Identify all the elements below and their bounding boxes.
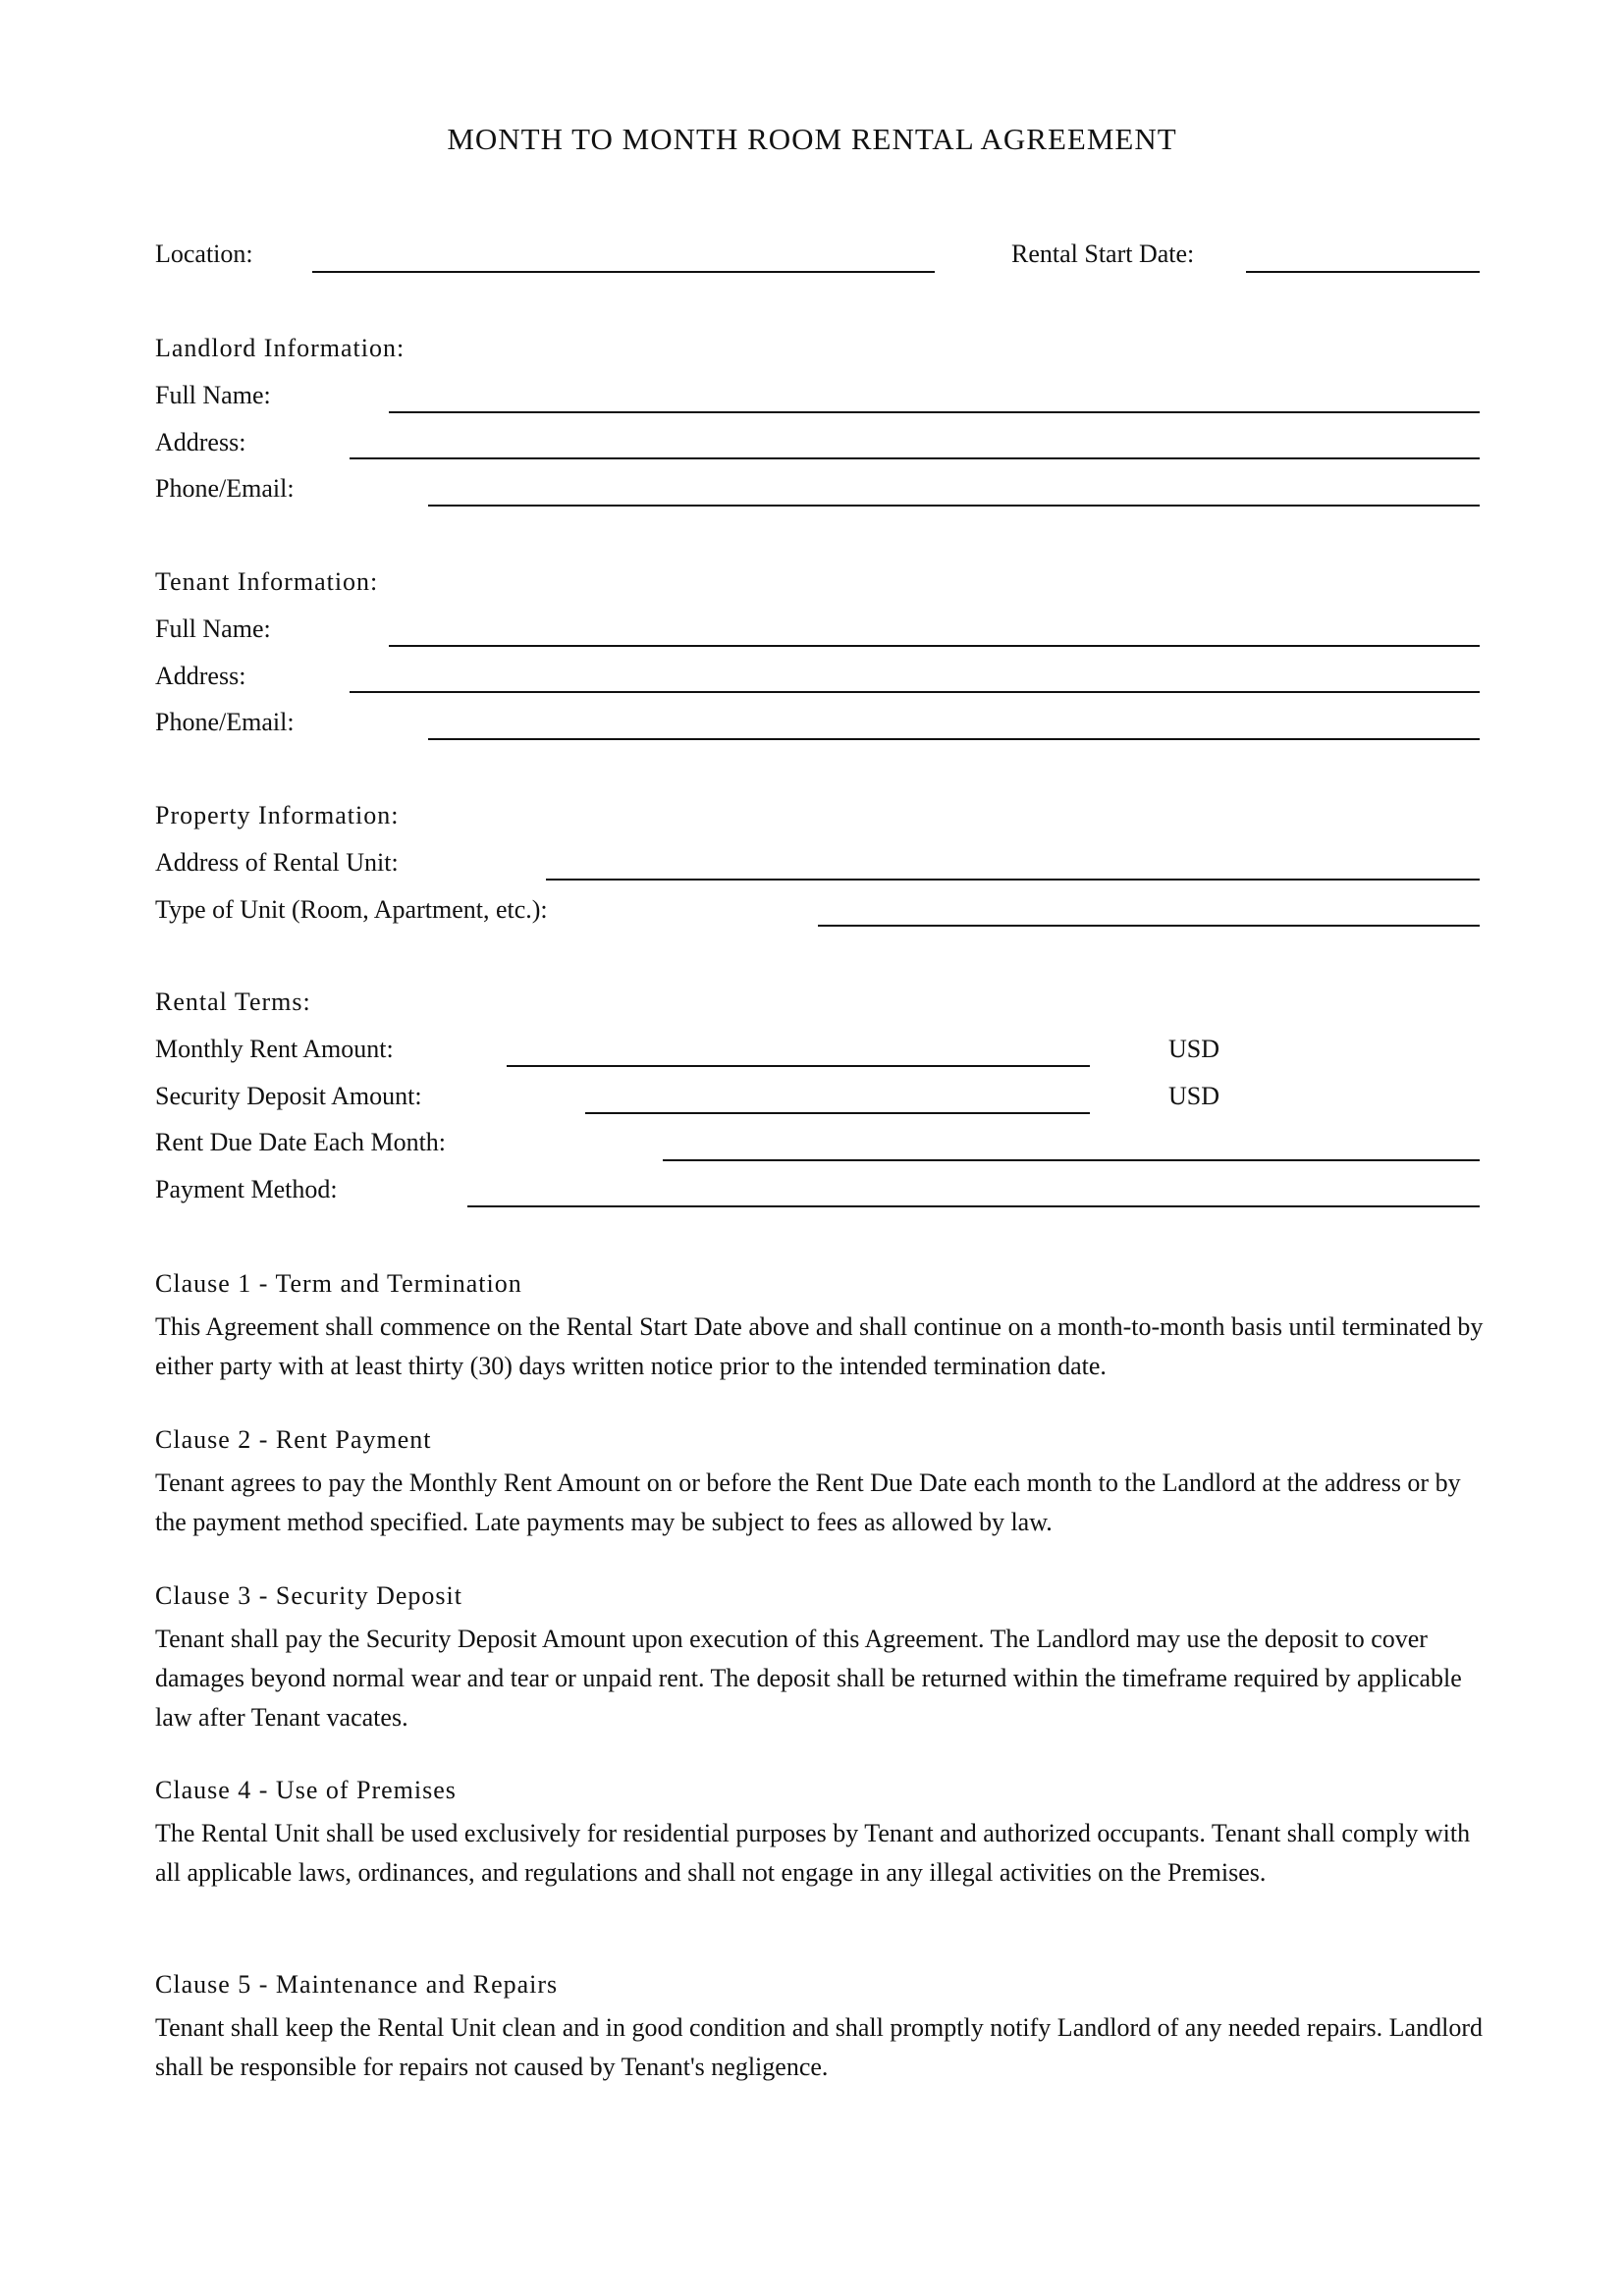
rent-amount-underline bbox=[507, 1065, 1090, 1067]
deposit-currency: USD bbox=[1168, 1082, 1220, 1110]
tenant-address-label: Address: bbox=[155, 662, 246, 690]
deposit-amount-underline bbox=[585, 1112, 1090, 1114]
unit-type-underline bbox=[818, 925, 1480, 927]
clause-3-heading: Clause 3 - Security Deposit bbox=[155, 1581, 462, 1610]
location-field[interactable] bbox=[312, 232, 935, 271]
start-date-label: Rental Start Date: bbox=[1011, 240, 1195, 268]
clause-1-body: This Agreement shall commence on the Rental Start Date above and shall continue on a month-to-month basis until terminated by either party with at least thirty (30) days written notice prior to the intended termination date. bbox=[155, 1312, 1484, 1380]
due-date-label: Rent Due Date Each Month: bbox=[155, 1128, 447, 1156]
location-underline bbox=[312, 271, 935, 273]
landlord-address-field[interactable] bbox=[350, 420, 1480, 459]
property-heading: Property Information: bbox=[155, 801, 400, 829]
property-address-field[interactable] bbox=[546, 840, 1480, 880]
landlord-address-underline bbox=[350, 457, 1480, 459]
unit-type-label: Type of Unit (Room, Apartment, etc.): bbox=[155, 895, 548, 924]
landlord-name-label: Full Name: bbox=[155, 381, 271, 409]
payment-method-label: Payment Method: bbox=[155, 1175, 338, 1203]
payment-method-underline bbox=[467, 1205, 1480, 1207]
tenant-address-underline bbox=[350, 691, 1480, 693]
clause-2-heading: Clause 2 - Rent Payment bbox=[155, 1425, 432, 1454]
deposit-amount-field[interactable] bbox=[585, 1074, 1090, 1113]
tenant-name-underline bbox=[389, 645, 1480, 647]
location-label: Location: bbox=[155, 240, 253, 268]
landlord-address-label: Address: bbox=[155, 428, 246, 456]
clause-1-heading: Clause 1 - Term and Termination bbox=[155, 1269, 522, 1298]
document-title: MONTH TO MONTH ROOM RENTAL AGREEMENT bbox=[447, 122, 1177, 156]
landlord-heading: Landlord Information: bbox=[155, 334, 406, 362]
tenant-contact-underline bbox=[428, 738, 1480, 740]
tenant-contact-field[interactable] bbox=[428, 700, 1480, 739]
rent-amount-field[interactable] bbox=[507, 1027, 1090, 1066]
due-date-underline bbox=[663, 1159, 1480, 1161]
start-date-field[interactable] bbox=[1246, 232, 1480, 271]
landlord-contact-field[interactable] bbox=[428, 466, 1480, 506]
tenant-heading: Tenant Information: bbox=[155, 567, 379, 596]
clause-4-heading: Clause 4 - Use of Premises bbox=[155, 1776, 457, 1804]
payment-method-field[interactable] bbox=[467, 1167, 1480, 1206]
rent-currency: USD bbox=[1168, 1035, 1220, 1063]
tenant-contact-label: Phone/Email: bbox=[155, 708, 295, 736]
tenant-address-field[interactable] bbox=[350, 654, 1480, 693]
clause-4-body: The Rental Unit shall be used exclusively for residential purposes by Tenant and authorized occupants. Tenant shall comply with all applicable laws, ordinances, and regulations and shall not engage in any illegal activities on the Premises. bbox=[155, 1819, 1471, 1887]
landlord-contact-label: Phone/Email: bbox=[155, 474, 295, 503]
tenant-name-label: Full Name: bbox=[155, 614, 271, 643]
tenant-name-field[interactable] bbox=[389, 607, 1480, 646]
clause-3-body: Tenant shall pay the Security Deposit Amount upon execution of this Agreement. The Landlord may use the deposit to cover damages beyond normal wear and tear or unpaid rent. The deposit shall be returned within the timeframe required by applicable law after Tenant vacates. bbox=[155, 1625, 1462, 1732]
landlord-contact-underline bbox=[428, 505, 1480, 507]
clause-5-heading: Clause 5 - Maintenance and Repairs bbox=[155, 1970, 559, 1999]
start-date-underline bbox=[1246, 271, 1480, 273]
property-address-label: Address of Rental Unit: bbox=[155, 848, 399, 877]
landlord-name-field[interactable] bbox=[389, 373, 1480, 412]
landlord-name-underline bbox=[389, 411, 1480, 413]
unit-type-field[interactable] bbox=[818, 887, 1480, 927]
terms-heading: Rental Terms: bbox=[155, 988, 311, 1016]
rent-amount-label: Monthly Rent Amount: bbox=[155, 1035, 394, 1063]
property-address-underline bbox=[546, 879, 1480, 881]
clause-2-body: Tenant agrees to pay the Monthly Rent Amount on or before the Rent Due Date each month to the Landlord at the address or by the payment method specified. Late payments may be subject to fees as allowed by law. bbox=[155, 1468, 1461, 1536]
due-date-field[interactable] bbox=[663, 1120, 1480, 1159]
clause-5-body: Tenant shall keep the Rental Unit clean and in good condition and shall promptly notify Landlord of any needed repairs. Landlord shall be responsible for repairs not caused by Tenant's negligence. bbox=[155, 2013, 1483, 2081]
deposit-amount-label: Security Deposit Amount: bbox=[155, 1082, 422, 1110]
